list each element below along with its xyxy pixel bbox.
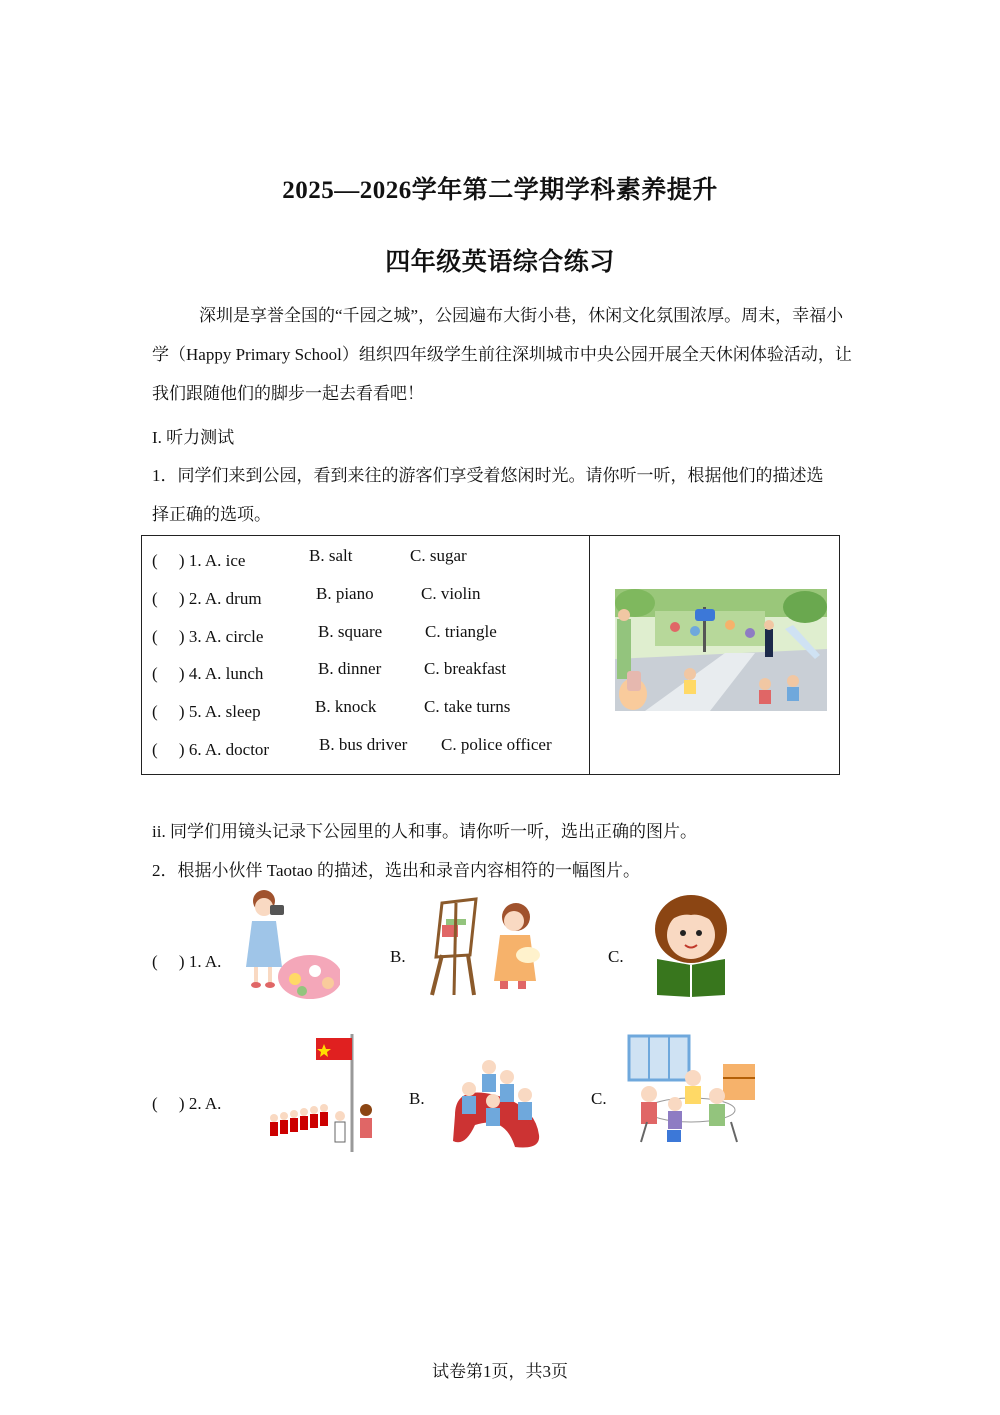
girl-painting-icon: [428, 895, 543, 997]
q1-item: ( ) 3. A. circle B. square C. triangle: [152, 621, 497, 646]
q1-item: ( ) 2. A. drum B. piano C. violin: [152, 583, 481, 608]
q1-item: ( ) 1. A. ice B. salt C. sugar: [152, 546, 467, 570]
q1-item: ( ) 4. A. lunch B. dinner C. breakfast: [152, 659, 507, 684]
classroom-drawing-icon: [627, 1034, 757, 1146]
q2-row-2-label: ( ) 2. A.: [152, 1094, 222, 1113]
q1-picture-cell: [590, 536, 840, 775]
q1-instruction-line-2: 择正确的选项。: [152, 505, 271, 524]
q2-row-2-option-b: B.: [409, 1089, 425, 1108]
q2-instruction: 2．根据小伙伴 Taotao 的描述，选出和录音内容相符的一幅图片。: [152, 861, 641, 880]
q2-row-2-option-c: C.: [591, 1089, 607, 1108]
children-running-icon: [445, 1055, 545, 1152]
section-2-heading: ii. 同学们用镜头记录下公园里的人和事。请你听一听，选出正确的图片。: [152, 822, 697, 841]
q2-row-1-option-c: C.: [608, 947, 624, 966]
page-footer: 试卷第1页，共3页: [432, 1362, 568, 1381]
title-line-1: 2025—2026学年第二学期学科素养提升: [282, 177, 718, 204]
q1-options-cell: [142, 536, 590, 775]
title-line-2: 四年级英语综合练习: [385, 249, 615, 276]
q2-row-1-option-b: B.: [390, 947, 406, 966]
q1-table: [141, 535, 840, 775]
flag-raising-icon: [266, 1032, 378, 1154]
q1-instruction-line-1: 1．同学们来到公园，看到来往的游客们享受着悠闲时光。请你听一听，根据他们的描述选: [152, 466, 824, 485]
intro-paragraph: 深圳是享誉全国的“千园之城”，公园遍布大街小巷，休闲文化氛围浓厚。周末，幸福小学（Happy Primary School）组织四年级学生前往深圳城市中央公园开展全天休闲体验活动，让我们跟随他们的脚步一起去看看吧！: [152, 306, 852, 403]
section-1-heading: I. 听力测试: [152, 428, 235, 447]
q1-item: ( ) 5. A. sleep B. knock C. take turns: [152, 697, 511, 722]
q2-row-1-label: ( ) 1. A.: [152, 952, 222, 971]
girl-taking-photo-icon: [240, 887, 340, 999]
q1-item: ( ) 6. A. doctor B. bus driver C. police officer: [152, 734, 552, 759]
park-scene-icon: [615, 589, 827, 711]
girl-reading-icon: [651, 893, 731, 998]
